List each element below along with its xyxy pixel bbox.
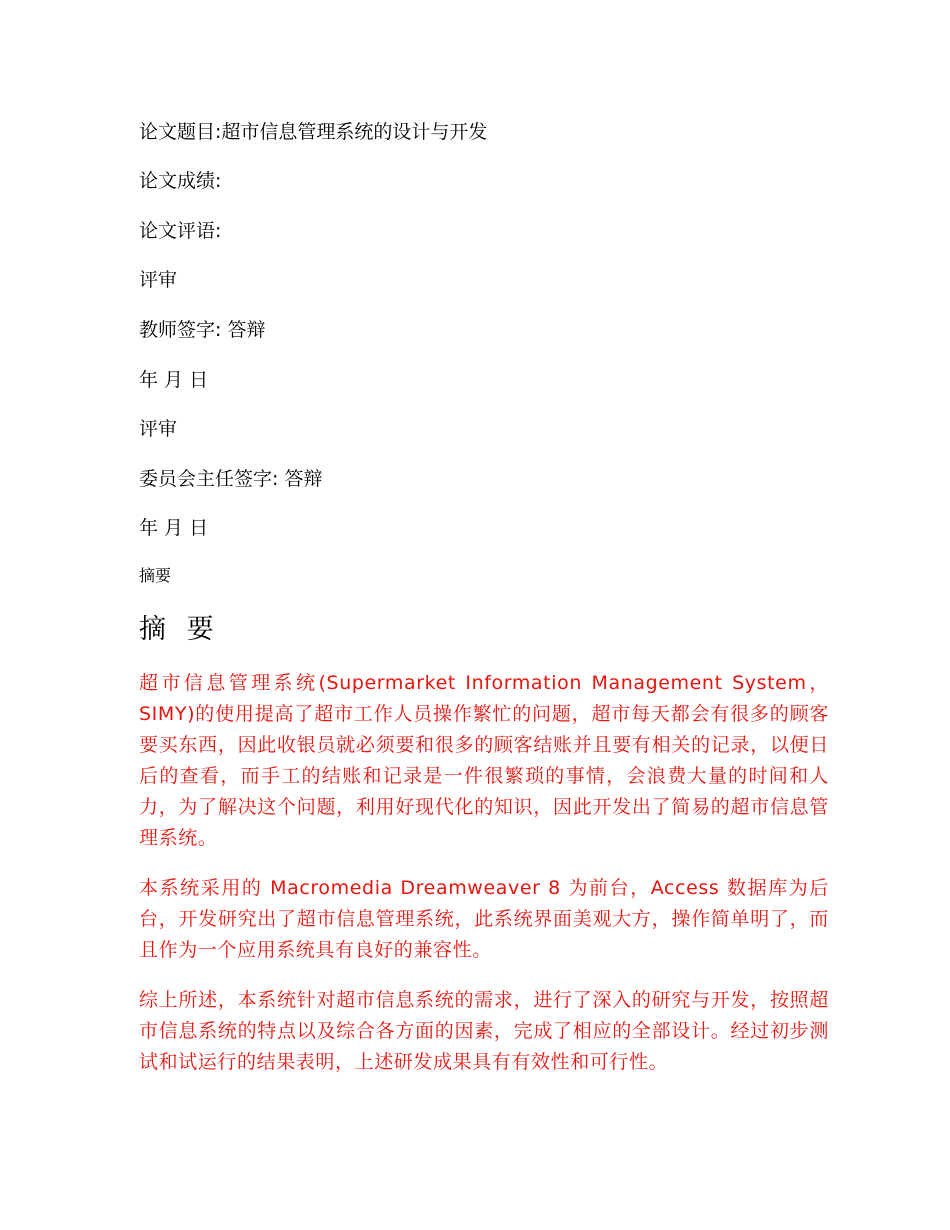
abstract-heading: 摘 要 (139, 614, 220, 645)
abstract-paragraph-3: 综上所述，本系统针对超市信息系统的需求，进行了深入的研究与开发，按照超市信息系统的特点以及综合各方面的因素，完成了相应的全部设计。经过初步测试和试运行的结果表明，上述研发成果具有有效性和可行性。 (139, 989, 829, 1073)
date-line-2: 年 月 日 (139, 517, 209, 539)
review-label-2: 评审 (139, 418, 178, 440)
teacher-signature-line: 教师签字: 答辩 (139, 319, 266, 341)
abstract-paragraph-2: 本系统采用的 Macromedia Dreamweaver 8 为前台，Access 数据库为后台，开发研究出了超市信息管理系统，此系统界面美观大方，操作简单明了，而且作为一个应用系统具有良好的兼容性。 (139, 877, 829, 961)
thesis-comment-line: 论文评语: (139, 220, 222, 242)
abstract-small-label: 摘要 (139, 566, 172, 585)
date-line-1: 年 月 日 (139, 369, 209, 391)
committee-signature-line: 委员会主任签字: 答辩 (139, 468, 323, 490)
abstract-paragraph-1: 超市信息管理系统(Supermarket Information Management System，SIMY)的使用提高了超市工作人员操作繁忙的问题，超市每天都会有很多的顾客要买东西，因此收银员就必须要和很多的顾客结账并且要有相关的记录，以便日后的查看，而手工的结账和记录是一件很繁琐的事情，会浪费大量的时间和人力，为了解决这个问题，利用好现代化的知识，因此开发出了简易的超市信息管理系统。 (139, 672, 829, 849)
review-label-1: 评审 (139, 269, 178, 291)
thesis-grade-line: 论文成绩: (139, 170, 222, 192)
thesis-title-line: 论文题目:超市信息管理系统的设计与开发 (139, 121, 488, 143)
